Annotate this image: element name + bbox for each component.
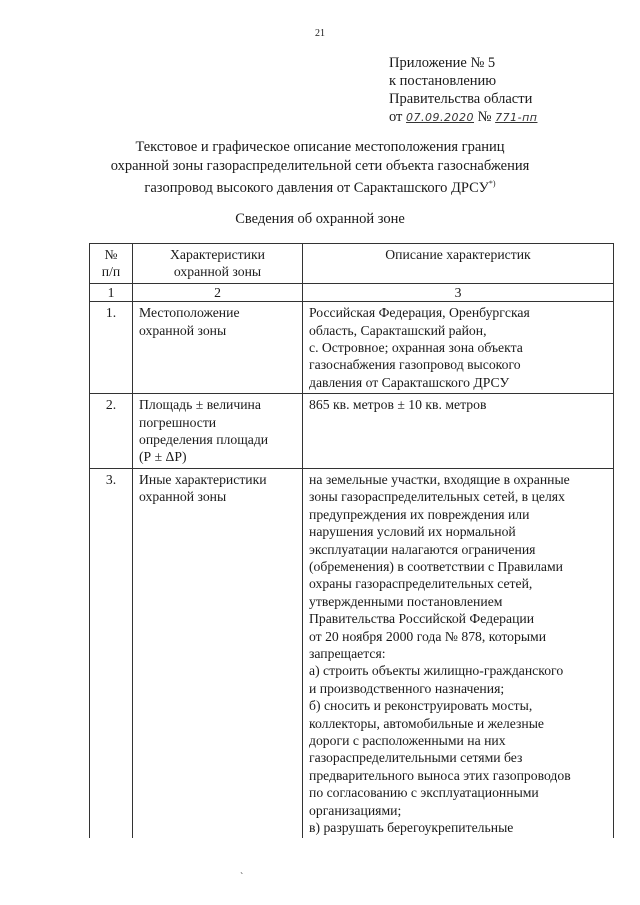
cell-line: газораспределительными сетями без <box>309 750 523 766</box>
zone-info-table <box>89 243 614 838</box>
table-row <box>90 468 614 838</box>
cell-line: охранной зоны <box>139 322 227 338</box>
cell-line: область, Саракташский район, <box>309 322 487 338</box>
appendix-line: к постановлению <box>389 73 497 89</box>
header-text: Характеристики <box>170 247 265 262</box>
header-text: № <box>104 247 118 262</box>
title-line-text: газопровод высокого давления от Саракташского ДРСУ <box>144 179 489 196</box>
cell-line: а) строить объекты жилищно-гражданского <box>309 663 564 679</box>
appendix-line: Приложение № 5 <box>389 55 496 71</box>
row-characteristic <box>133 468 303 838</box>
cell-line: Площадь ± величина <box>139 397 261 413</box>
table-index-row <box>90 283 614 301</box>
cell-line: коллекторы, автомобильные и железные <box>309 715 544 731</box>
cell-line: эксплуатации налагаются ограничения <box>309 541 536 557</box>
header-description <box>303 244 614 284</box>
table-row <box>90 302 614 394</box>
index-cell: 1 <box>90 283 133 301</box>
number-value: 771-пп <box>495 111 538 124</box>
appendix-line: Правительства области <box>389 91 533 107</box>
cell-line: охраны газораспределительных сетей, <box>309 576 533 592</box>
row-number: 1. <box>90 302 133 394</box>
cell-line: 865 кв. метров ± 10 кв. метров <box>309 397 487 413</box>
number-prefix: № <box>477 109 492 125</box>
row-description <box>303 302 614 394</box>
cell-line: запрещается: <box>309 645 386 661</box>
cell-line: предварительного выноса этих газопроводов <box>309 767 571 783</box>
table-header-row <box>90 244 614 284</box>
header-text: охранной зоны <box>173 264 262 280</box>
cell-line: Иные характеристики <box>139 471 267 487</box>
row-number: 2. <box>90 394 133 469</box>
index-cell: 2 <box>133 283 303 301</box>
cell-line: охранной зоны <box>139 489 227 505</box>
cell-line: (обременения) в соответствии с Правилами <box>309 558 563 574</box>
document-title <box>0 138 640 197</box>
cell-line: в) разрушать берегоукрепительные <box>309 820 514 835</box>
cell-line: давления от Саракташского ДРСУ <box>309 374 510 390</box>
cell-line: нарушения условий их нормальной <box>309 524 516 540</box>
cell-line: и производственного назначения; <box>309 680 505 696</box>
title-line: Текстовое и графическое описание местоположения границ <box>135 139 505 155</box>
stray-mark: ` <box>240 872 244 883</box>
footnote-mark: *) <box>488 179 496 188</box>
row-number: 3. <box>90 468 133 838</box>
cell-line: по согласованию с эксплуатационными <box>309 785 539 801</box>
row-description <box>303 394 614 469</box>
cell-line: Российская Федерация, Оренбургская <box>309 305 530 321</box>
row-description <box>303 468 614 838</box>
title-line: охранной зоны газораспределительной сети объекта газоснабжения <box>110 157 530 174</box>
cell-line: определения площади <box>139 432 269 448</box>
cell-line: с. Островное; охранная зона объекта <box>309 340 523 356</box>
cell-line: предупреждения их повреждения или <box>309 506 530 522</box>
header-num <box>90 244 133 284</box>
header-text: п/п <box>101 264 121 280</box>
page-number: 21 <box>315 28 325 39</box>
header-text: Описание характеристик <box>385 247 531 262</box>
appendix-block <box>389 54 537 127</box>
table-row <box>90 394 614 469</box>
section-title: Сведения об охранной зоне <box>235 211 405 227</box>
date-prefix: от <box>389 109 403 125</box>
title-line <box>0 175 640 197</box>
date-value: 07.09.2020 <box>406 111 475 124</box>
cell-line: организациями; <box>309 802 402 818</box>
header-characteristic <box>133 244 303 284</box>
cell-line: Местоположение <box>139 305 240 321</box>
cell-line: на земельные участки, входящие в охранные <box>309 471 570 487</box>
index-cell: 3 <box>303 283 614 301</box>
cell-line: Правительства Российской Федерации <box>309 611 535 627</box>
cell-line: дороги с расположенными на них <box>309 732 506 748</box>
cell-line: утвержденными постановлением <box>309 593 503 609</box>
cell-line: зоны газораспределительных сетей, в целях <box>309 489 565 505</box>
cell-line: погрешности <box>139 414 217 430</box>
row-characteristic <box>133 302 303 394</box>
cell-line: газоснабжения газопровод высокого <box>309 357 521 373</box>
row-characteristic <box>133 394 303 469</box>
cell-line: (Р ± ΔР) <box>139 449 187 465</box>
cell-line: от 20 ноября 2000 года № 878, которыми <box>309 628 547 644</box>
appendix-date-line <box>389 108 537 127</box>
cell-line: б) сносить и реконструировать мосты, <box>309 698 533 714</box>
